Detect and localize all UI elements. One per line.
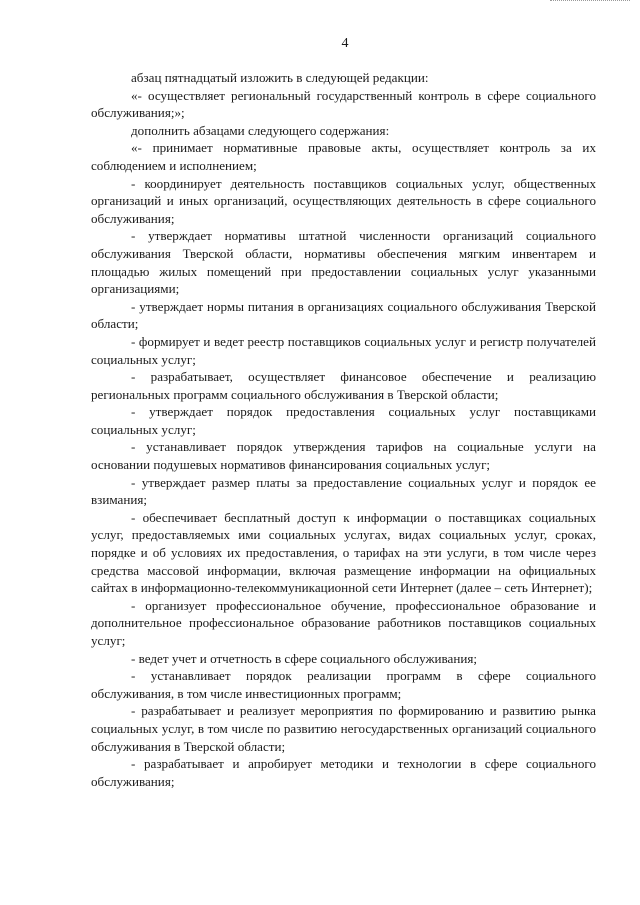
paragraph: «- осуществляет региональный государственный контроль в сфере социального обслуживания;»; — [91, 87, 596, 121]
paragraph: - разрабатывает и апробирует методики и технологии в сфере социального обслуживания; — [91, 756, 596, 789]
paragraph: - координирует деятельность поставщиков социальных услуг, общественных организаций и иных организаций, осуществляющих деятельность в сфере социального обслуживания; — [91, 175, 596, 226]
paragraph: - утверждает нормативы штатной численности организаций социального обслуживания Тверской области, нормативы обеспечения мягким инвентарем и площадью жилых помещений при предоставлении социальных услуг указанными организациями; — [91, 228, 596, 297]
paragraph: - утверждает нормы питания в организациях социального обслуживания Тверской области; — [91, 298, 596, 332]
paragraph: «- принимает нормативные правовые акты, осуществляет контроль за их соблюдением и исполнением; — [91, 140, 596, 173]
paragraph: - устанавливает порядок утверждения тарифов на социальные услуги на основании подушевых нормативов финансирования социальных услуг; — [91, 439, 596, 473]
paragraph: - формирует и ведет реестр поставщиков социальных услуг и регистр получателей социальных услуг; — [91, 333, 596, 367]
page-number: 4 — [341, 36, 349, 51]
paragraph: абзац пятнадцатый изложить в следующей редакции: — [131, 70, 429, 85]
scan-mark — [550, 0, 630, 5]
paragraph: - утверждает размер платы за предоставление социальных услуг и порядок ее взимания; — [91, 474, 596, 508]
document-body — [91, 69, 596, 790]
paragraph: - разрабатывает, осуществляет финансовое обеспечение и реализацию региональных программ социального обслуживания в Тверской области; — [91, 369, 596, 402]
paragraph: - устанавливает порядок реализации программ в сфере социального обслуживания, в том числе инвестиционных программ; — [91, 668, 596, 701]
paragraph: - утверждает порядок предоставления социальных услуг поставщиками социальных услуг; — [91, 404, 596, 437]
paragraph: дополнить абзацами следующего содержания: — [131, 122, 390, 138]
paragraph: - организует профессиональное обучение, профессиональное образование и дополнительное профессиональное образование работников поставщиков социальных услуг; — [91, 597, 596, 648]
paragraph: - обеспечивает бесплатный доступ к информации о поставщиках социальных услуг, предоставляемых ими социальных услугах, видах социальных услуг, сроках, порядке и об условиях их предоставления, о тарифах на эти услуги, в том числе через средства массовой информации, включая размещение информации на официальных сайтах в информационно-телекоммуникационной сети Интернет (далее – сеть Интернет); — [91, 509, 596, 596]
paragraph: - разрабатывает и реализует мероприятия по формированию и развитию рынка социальных услуг, в том числе по развитию негосударственных организаций социального обслуживания в Тверской области; — [91, 703, 596, 754]
paragraph: - ведет учет и отчетность в сфере социального обслуживания; — [131, 650, 477, 666]
